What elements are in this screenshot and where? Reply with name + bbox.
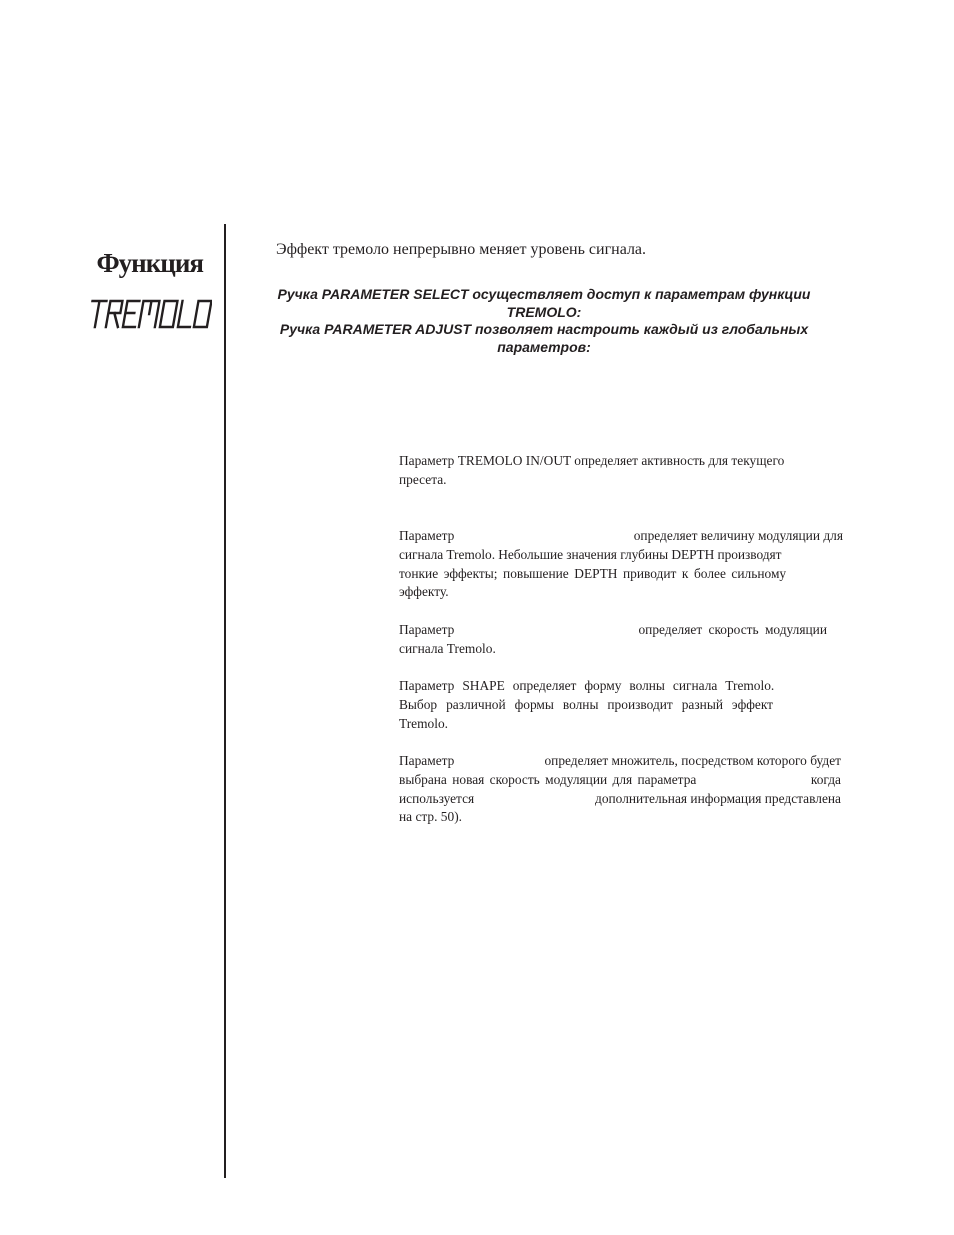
paragraph-fragment: определяет величину модуляции для [633, 528, 843, 543]
paragraph-line: эффекту. [399, 584, 449, 600]
paragraph-fragment: выбрана новая скорость модуляции для параметра [399, 771, 697, 787]
knob-instructions [240, 286, 848, 356]
paragraph-line [399, 527, 843, 546]
paragraph-line: Выбор различной формы волны производит разный эффект [399, 696, 773, 712]
paragraph-line [399, 771, 841, 790]
paragraph-line: сигнала Tremolo. [399, 640, 496, 656]
knob-adjust-line: Ручка PARAMETER ADJUST позволяет настроить каждый из глобальных [279, 321, 809, 337]
paragraph-fragment: Параметр [399, 528, 455, 543]
paragraph-line: Tremolo. [399, 715, 448, 731]
lcd-display-tremolo [86, 298, 212, 330]
paragraph-line: пресета. [399, 471, 447, 487]
knob-adjust-line: параметров: [497, 338, 591, 355]
vertical-divider [224, 224, 226, 1178]
paragraph-fragment: используется [399, 790, 475, 806]
paragraph-fragment: когда [810, 771, 841, 787]
section-heading: Функция [96, 248, 203, 278]
knob-select-line: Ручка PARAMETER SELECT осуществляет доступ к параметрам функции [277, 286, 811, 302]
paragraph-line: Параметр SHAPE определяет форму волны сигнала Tremolo. [399, 678, 775, 693]
param-speed-description [399, 621, 827, 659]
param-tempo-description [399, 752, 841, 827]
paragraph-fragment: определяет множитель, посредством которого будет [544, 753, 841, 768]
knob-select-line: TREMOLO: [506, 303, 582, 320]
paragraph-fragment: дополнительная информация представлена [595, 790, 841, 806]
paragraph-fragment: определяет скорость модуляции [638, 622, 827, 637]
paragraph-line [399, 752, 841, 771]
paragraph-line: сигнала Tremolo. Небольшие значения глубины DEPTH производят [399, 546, 782, 562]
param-depth-description [399, 527, 843, 602]
param-inout-description [399, 452, 843, 490]
paragraph-fragment: Параметр [399, 753, 455, 768]
paragraph-line [399, 790, 841, 809]
paragraph-fragment: Параметр [399, 622, 455, 637]
intro-text: Эффект тремоло непрерывно меняет уровень сигнала. [276, 241, 647, 258]
paragraph-line: тонкие эффекты; повышение DEPTH приводит к более сильному [399, 565, 787, 581]
param-shape-description [399, 677, 824, 733]
paragraph-line: на стр. 50). [399, 809, 463, 825]
paragraph-line [399, 621, 827, 640]
paragraph-line: Параметр TREMOLO IN/OUT определяет активность для текущего [399, 453, 785, 468]
